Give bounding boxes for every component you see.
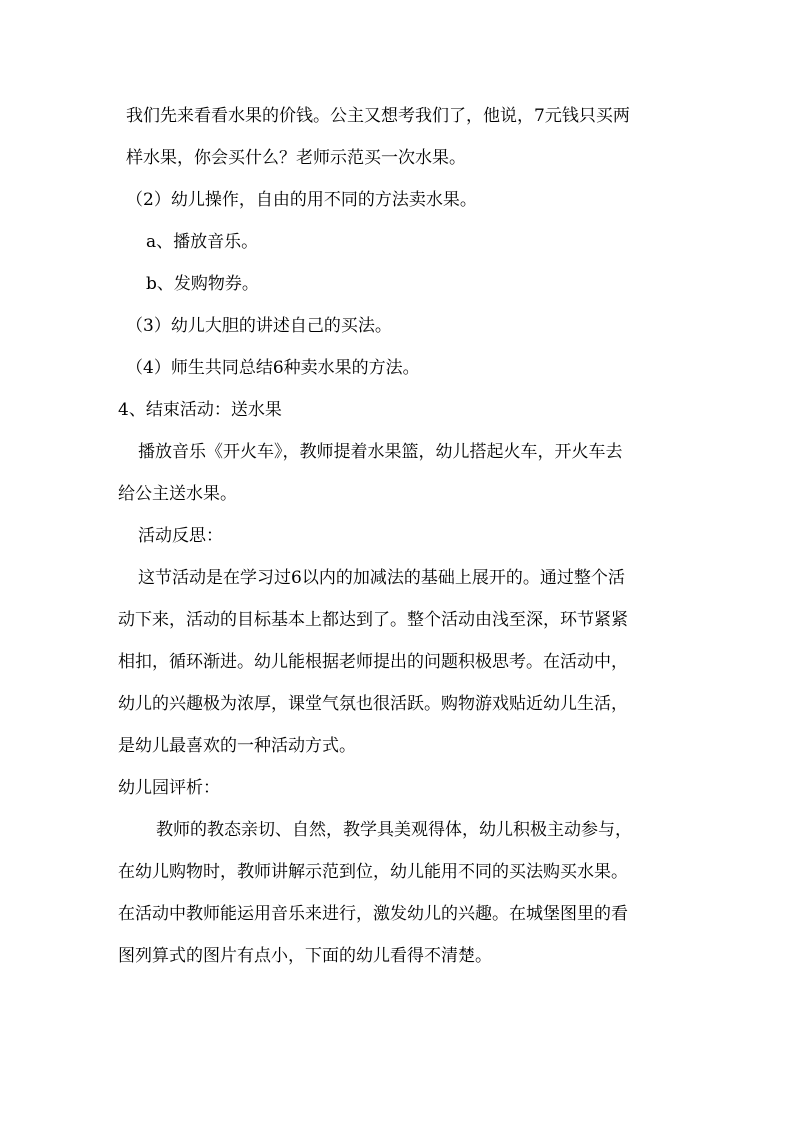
text-line-2: 样水果，你会买什么？老师示范买一次水果。 bbox=[126, 148, 466, 168]
section-heading-kindergarten-review: 幼儿园评析： bbox=[118, 778, 220, 798]
text-line-13: 动下来，活动的目标基本上都达到了。整个活动由浅至深，环节紧紧 bbox=[118, 610, 628, 630]
text-line-7: （4）师生共同总结6种卖水果的方法。 bbox=[126, 358, 420, 378]
text-line-20: 在活动中教师能运用音乐来进行，激发幼儿的兴趣。在城堡图里的看 bbox=[118, 904, 628, 924]
text-line-5: b、发购物券。 bbox=[146, 274, 259, 294]
text-line-12: 这节活动是在学习过6以内的加减法的基础上展开的。通过整个活 bbox=[138, 568, 625, 588]
text-line-15: 幼儿的兴趣极为浓厚，课堂气氛也很活跃。购物游戏贴近幼儿生活， bbox=[118, 694, 628, 714]
text-line-14: 相扣，循环渐进。幼儿能根据老师提出的问题积极思考。在活动中， bbox=[118, 652, 628, 672]
text-line-18: 教师的教态亲切、自然，教学具美观得体，幼儿积极主动参与， bbox=[156, 820, 632, 840]
section-heading-end-activity: 4、结束活动：送水果 bbox=[118, 400, 282, 420]
section-heading-reflection: 活动反思： bbox=[138, 526, 223, 546]
text-line-6: （3）幼儿大胆的讲述自己的买法。 bbox=[126, 316, 392, 336]
text-line-9: 播放音乐《开火车》，教师提着水果篮，幼儿搭起火车，开火车去 bbox=[138, 442, 623, 462]
text-line-4: a、播放音乐。 bbox=[146, 232, 259, 252]
text-line-1: 我们先来看看水果的价钱。公主又想考我们了，他说，7元钱只买两 bbox=[126, 106, 630, 126]
text-line-10: 给公主送水果。 bbox=[118, 484, 237, 504]
text-line-19: 在幼儿购物时，教师讲解示范到位，幼儿能用不同的买法购买水果。 bbox=[118, 862, 628, 882]
text-line-3: （2）幼儿操作，自由的用不同的方法卖水果。 bbox=[126, 190, 477, 210]
text-line-16: 是幼儿最喜欢的一种活动方式。 bbox=[118, 736, 356, 756]
text-line-21: 图列算式的图片有点小，下面的幼儿看得不清楚。 bbox=[118, 946, 492, 966]
